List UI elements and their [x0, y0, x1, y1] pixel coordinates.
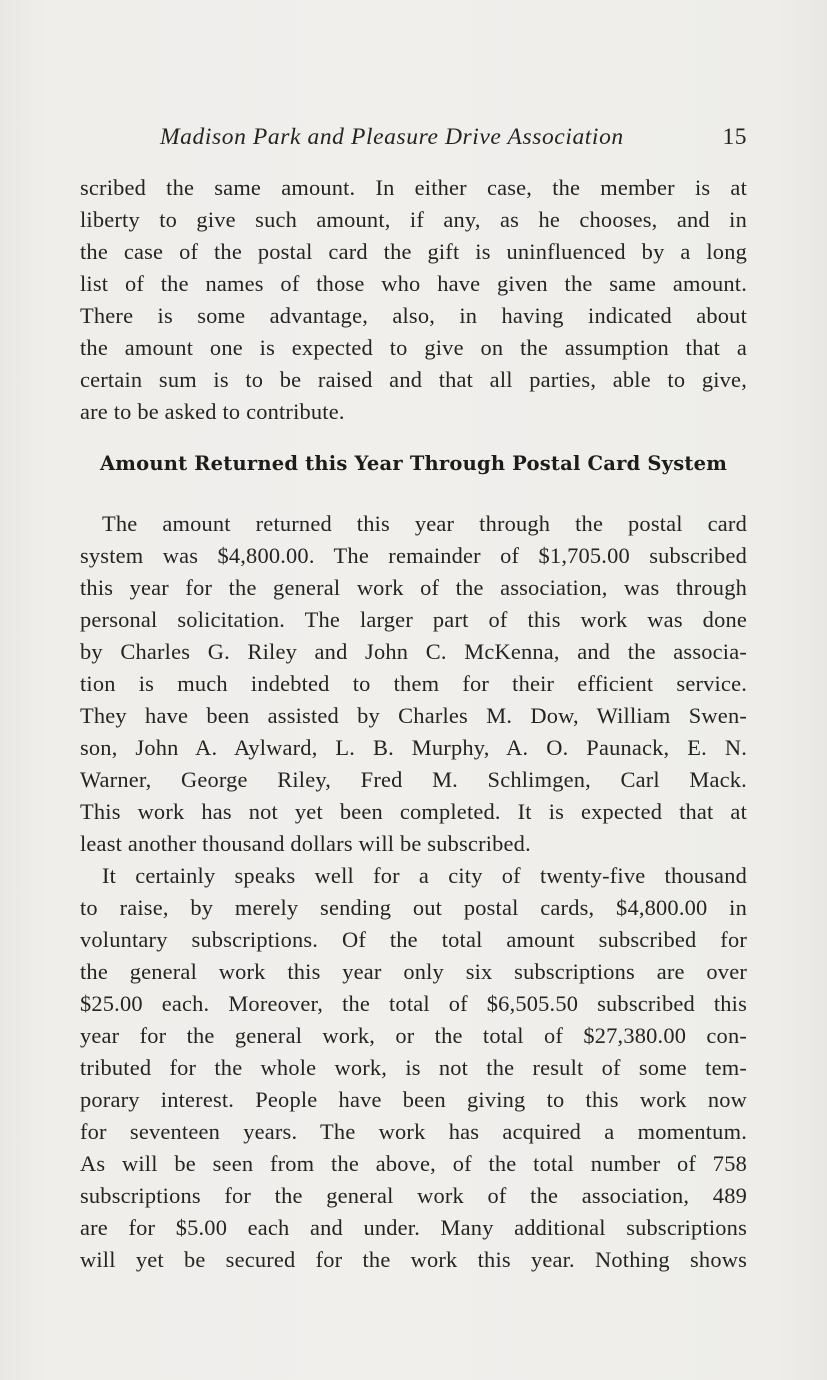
text-line: for seventeen years. The work has acquired a momentum. [80, 1119, 747, 1144]
text-line: least another thousand dollars will be subscribed. [80, 831, 531, 856]
text-line: liberty to give such amount, if any, as he chooses, and in [80, 207, 747, 232]
text-line: by Charles G. Riley and John C. McKenna, and the associa- [80, 639, 747, 664]
text-line: year for the general work, or the total of $27,380.00 con- [80, 1023, 747, 1048]
text-line: porary interest. People have been giving to this work now [80, 1087, 747, 1112]
text-line: They have been assisted by Charles M. Dow, William Swen- [80, 703, 747, 728]
text-line: tributed for the whole work, is not the result of some tem- [80, 1055, 747, 1080]
text-line: son, John A. Aylward, L. B. Murphy, A. O. Paunack, E. N. [80, 735, 747, 760]
text-line: personal solicitation. The larger part of this work was done [80, 607, 747, 632]
text-line: This work has not yet been completed. It is expected that at [80, 799, 747, 824]
text-line: scribed the same amount. In either case, the member is at [80, 175, 747, 200]
text-line: It certainly speaks well for a city of twenty-five thousand [102, 863, 747, 888]
text-line: The amount returned this year through the postal card [102, 511, 747, 536]
running-head-title: Madison Park and Pleasure Drive Association [160, 124, 624, 150]
text-line: $25.00 each. Moreover, the total of $6,505.50 subscribed this [80, 991, 747, 1016]
text-line: will yet be secured for the work this year. Nothing shows [80, 1247, 747, 1272]
text-line: are to be asked to contribute. [80, 399, 345, 424]
section-heading: Amount Returned this Year Through Postal Card System [99, 452, 728, 475]
text-line: this year for the general work of the association, was through [80, 575, 747, 600]
text-line: system was $4,800.00. The remainder of $1,705.00 subscribed [80, 543, 747, 568]
text-line: As will be seen from the above, of the total number of 758 [80, 1151, 747, 1176]
text-line: Warner, George Riley, Fred M. Schlimgen, Carl Mack. [80, 767, 747, 792]
running-head [80, 124, 747, 154]
text-line: the amount one is expected to give on the assumption that a [80, 335, 747, 360]
text-line: certain sum is to be raised and that all parties, able to give, [80, 367, 747, 392]
text-line: voluntary subscriptions. Of the total amount subscribed for [80, 927, 747, 952]
text-line: the case of the postal card the gift is uninfluenced by a long [80, 239, 747, 264]
page-number: 15 [722, 124, 747, 150]
text-line: are for $5.00 each and under. Many additional subscriptions [80, 1215, 747, 1240]
text-line: There is some advantage, also, in having indicated about [80, 303, 747, 328]
text-line: tion is much indebted to them for their efficient service. [80, 671, 747, 696]
text-line: to raise, by merely sending out postal cards, $4,800.00 in [80, 895, 747, 920]
text-line: subscriptions for the general work of the association, 489 [80, 1183, 747, 1208]
text-line: the general work this year only six subscriptions are over [80, 959, 747, 984]
text-line: list of the names of those who have given the same amount. [80, 271, 747, 296]
